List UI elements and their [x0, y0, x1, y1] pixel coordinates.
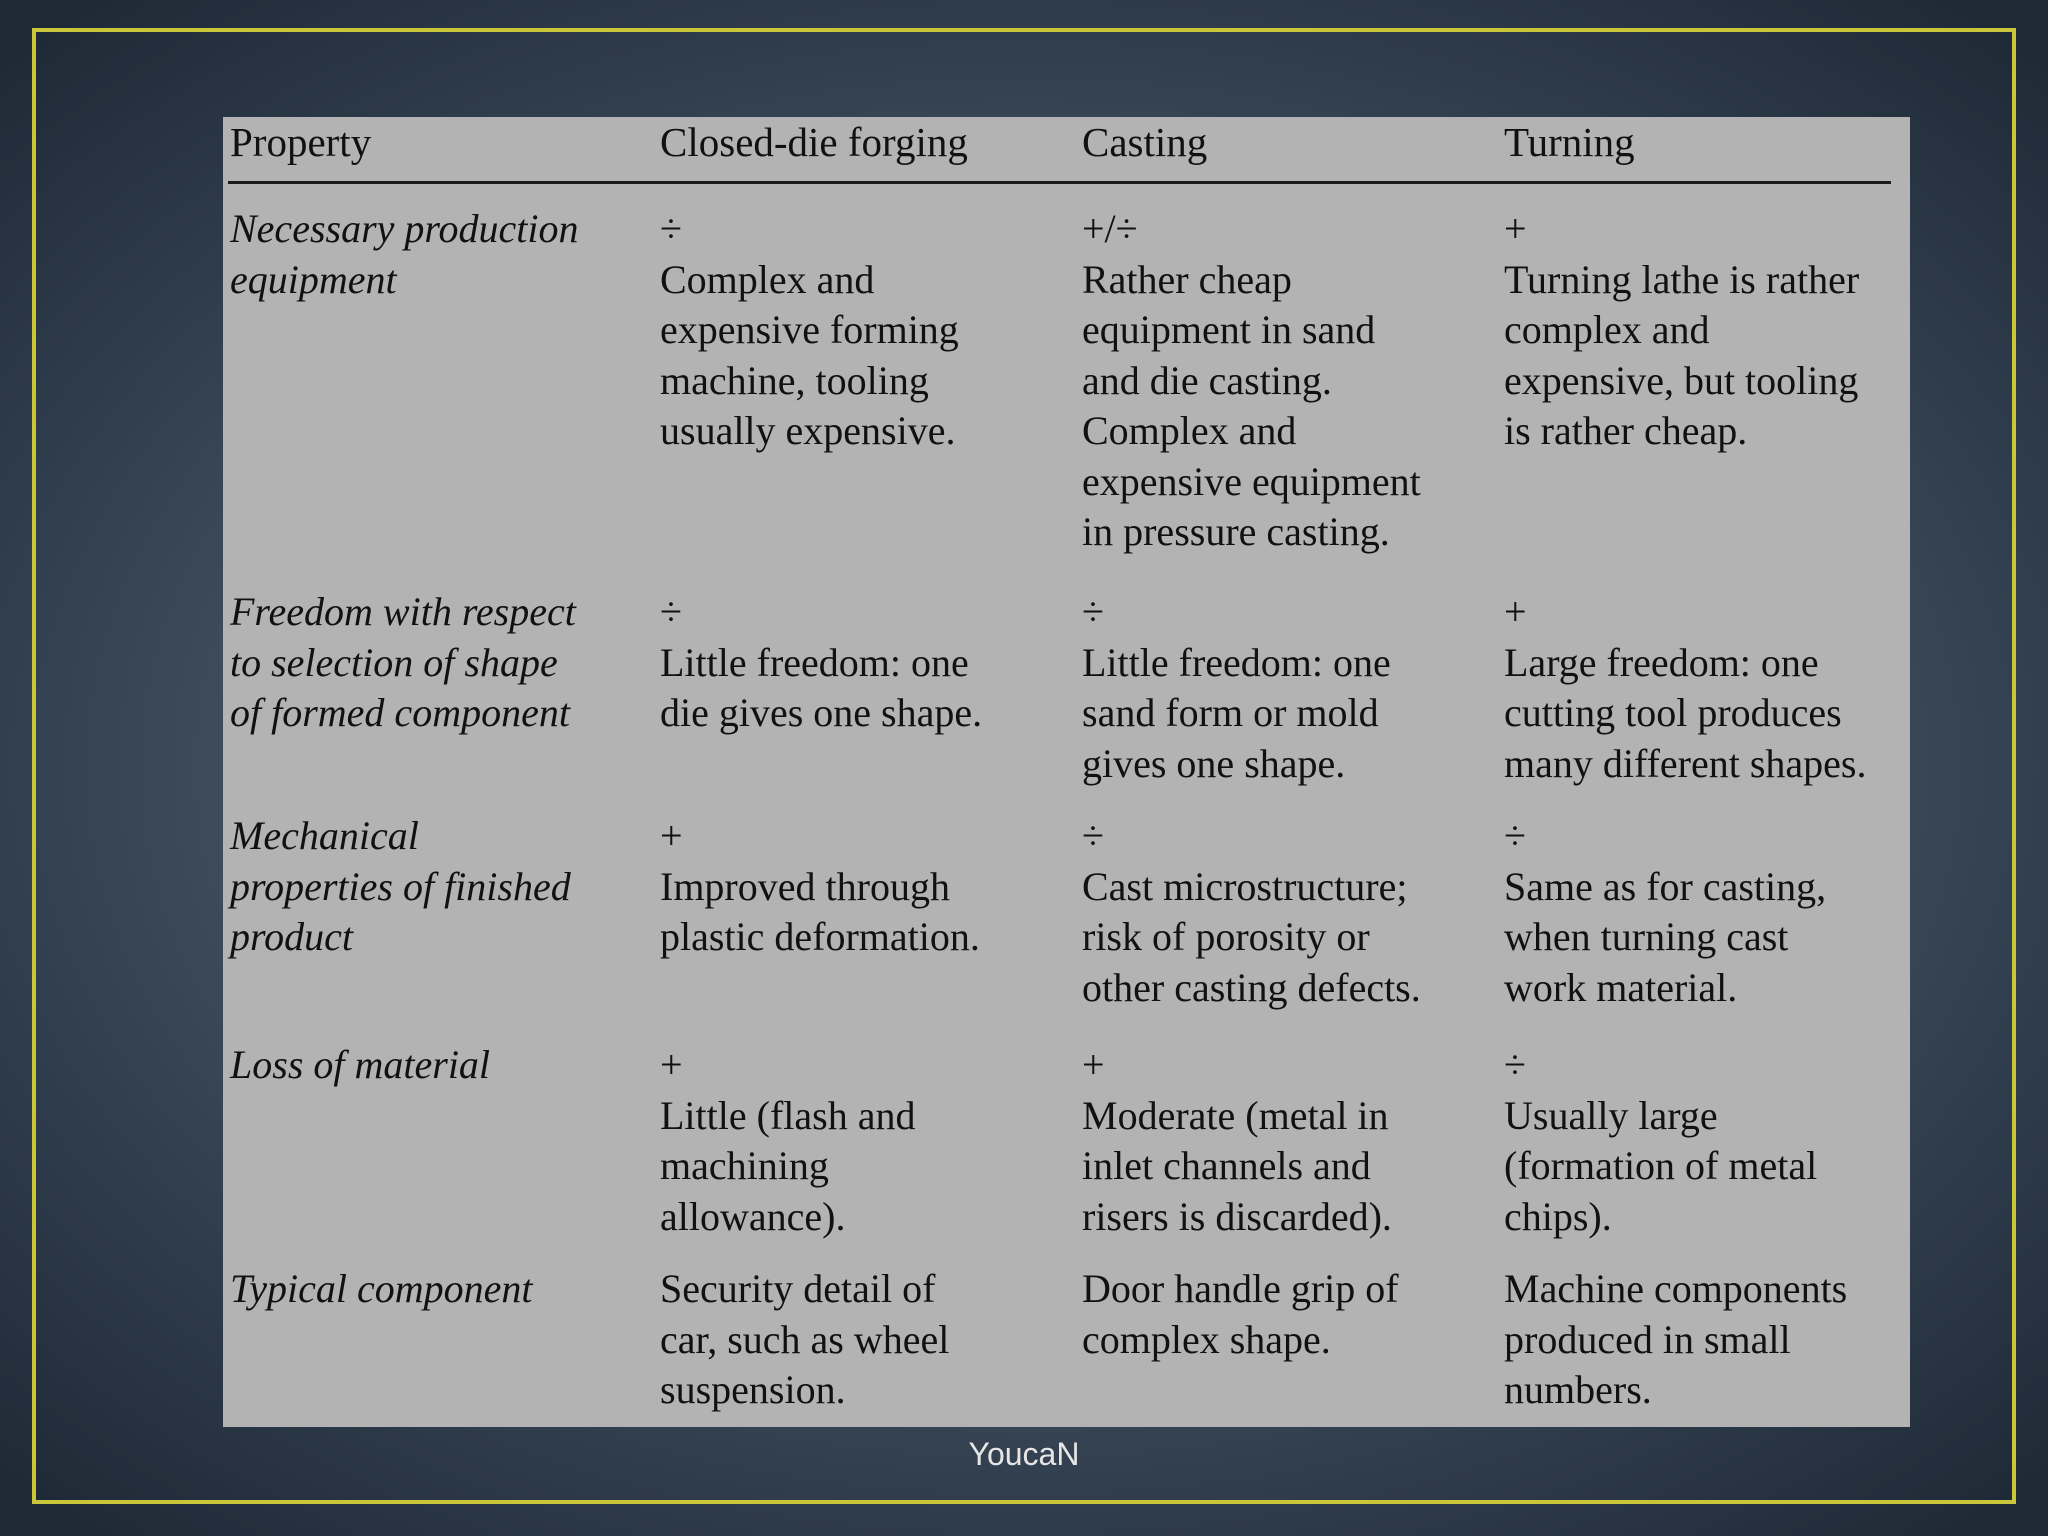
comparison-table: [223, 117, 1910, 1427]
cell-line: inlet channels and: [1082, 1143, 1371, 1188]
cell-forging-typical-component: [660, 1264, 949, 1416]
cell-line: complex shape.: [1082, 1316, 1331, 1362]
row-label-freedom-of-shape: [230, 587, 576, 739]
cell-line: machining: [660, 1143, 829, 1188]
cell-line: and die casting.: [1082, 357, 1332, 403]
rating-symbol: ÷: [1504, 813, 1526, 858]
row-label-typical-component: [230, 1264, 533, 1315]
cell-line: Moderate (metal in: [1082, 1092, 1389, 1138]
cell-casting-freedom-of-shape: [1082, 587, 1391, 789]
cell-turning-mechanical-properties: [1504, 811, 1826, 1013]
cell-line: when turning cast: [1504, 914, 1789, 959]
cell-forging-freedom-of-shape: [660, 587, 982, 739]
cell-line: car, such as wheel: [660, 1316, 950, 1362]
header-closed-die-forging: Closed-die forging: [660, 119, 968, 165]
cell-line: Usually large: [1504, 1092, 1718, 1138]
cell-line: Large freedom: one: [1504, 639, 1819, 685]
cell-line: complex and: [1504, 307, 1710, 352]
cell-line: Little freedom: one: [660, 639, 969, 685]
cell-casting-typical-component: [1082, 1264, 1399, 1365]
row-label-mechanical-properties: [230, 811, 571, 963]
cell-line: Complex and: [660, 256, 875, 302]
cell-line: Turning lathe is rather: [1504, 256, 1860, 302]
rating-symbol: ÷: [1082, 589, 1104, 634]
rating-symbol: +/÷: [1082, 206, 1138, 251]
header-divider: [228, 181, 1891, 184]
cell-line: risk of porosity or: [1082, 914, 1370, 959]
slide-frame: [32, 28, 2016, 1504]
cell-turning-loss-of-material: [1504, 1040, 1817, 1242]
cell-line: allowance).: [660, 1193, 846, 1239]
cell-line: many different shapes.: [1504, 740, 1867, 786]
cell-line: numbers.: [1504, 1367, 1652, 1412]
cell-line: sand form or mold: [1082, 690, 1379, 735]
rating-symbol: ÷: [660, 589, 682, 634]
cell-line: work material.: [1504, 964, 1738, 1010]
cell-line: expensive forming: [660, 307, 959, 352]
cell-line: gives one shape.: [1082, 740, 1346, 786]
cell-line: is rather cheap.: [1504, 408, 1748, 453]
cell-line: Cast microstructure;: [1082, 863, 1408, 909]
row-label-line: Freedom with respect: [230, 589, 576, 634]
watermark-text: YoucaN: [968, 1436, 1080, 1472]
cell-line: Same as for casting,: [1504, 863, 1827, 909]
rating-symbol: +: [1504, 206, 1527, 251]
row-label-line: to selection of shape: [230, 639, 558, 685]
rating-symbol: ÷: [660, 206, 682, 251]
cell-turning-typical-component: [1504, 1264, 1847, 1416]
rating-symbol: +: [660, 1042, 683, 1087]
row-label-line: Mechanical: [230, 813, 419, 858]
cell-line: Rather cheap: [1082, 256, 1292, 302]
cell-line: (formation of metal: [1504, 1143, 1818, 1188]
table-header-row: [223, 117, 1910, 183]
row-label-loss-of-material: [230, 1040, 490, 1091]
cell-line: usually expensive.: [660, 408, 956, 453]
row-label-line: Loss of material: [230, 1042, 491, 1087]
cell-line: Door handle grip of: [1082, 1266, 1399, 1311]
cell-line: cutting tool produces: [1504, 690, 1842, 735]
cell-line: Little (flash and: [660, 1092, 916, 1138]
row-label-line: Necessary production: [230, 206, 579, 251]
header-casting: Casting: [1082, 119, 1208, 165]
rating-symbol: ÷: [1504, 1042, 1526, 1087]
row-label-line: product: [230, 914, 353, 959]
rating-symbol: +: [660, 813, 683, 858]
cell-line: machine, tooling: [660, 357, 929, 403]
cell-line: in pressure casting.: [1082, 509, 1390, 554]
cell-casting-mechanical-properties: [1082, 811, 1421, 1013]
row-label-production-equipment: [230, 204, 578, 305]
header-property: Property: [230, 119, 372, 165]
cell-casting-production-equipment: [1082, 204, 1421, 558]
cell-line: equipment in sand: [1082, 307, 1376, 352]
cell-line: Improved through: [660, 863, 950, 909]
row-label-line: equipment: [230, 256, 397, 302]
rating-symbol: ÷: [1082, 813, 1104, 858]
cell-turning-freedom-of-shape: [1504, 587, 1866, 789]
cell-line: other casting defects.: [1082, 964, 1421, 1010]
cell-line: produced in small: [1504, 1316, 1791, 1362]
cell-line: die gives one shape.: [660, 690, 983, 735]
cell-line: risers is discarded).: [1082, 1193, 1392, 1239]
cell-forging-production-equipment: [660, 204, 959, 457]
cell-casting-loss-of-material: [1082, 1040, 1392, 1242]
cell-line: Complex and: [1082, 408, 1297, 453]
cell-forging-mechanical-properties: [660, 811, 980, 963]
cell-line: Little freedom: one: [1082, 639, 1391, 685]
cell-line: expensive, but tooling: [1504, 357, 1859, 403]
header-turning: Turning: [1504, 119, 1635, 165]
rating-symbol: +: [1082, 1042, 1105, 1087]
row-label-line: Typical component: [230, 1266, 533, 1311]
cell-line: expensive equipment: [1082, 458, 1421, 504]
cell-line: Security detail of: [660, 1266, 936, 1311]
cell-line: Machine components: [1504, 1266, 1848, 1311]
cell-line: suspension.: [660, 1367, 846, 1412]
cell-line: chips).: [1504, 1193, 1612, 1239]
cell-line: plastic deformation.: [660, 914, 980, 959]
row-label-line: properties of finished: [230, 863, 571, 909]
cell-turning-production-equipment: [1504, 204, 1859, 457]
cell-forging-loss-of-material: [660, 1040, 915, 1242]
row-label-line: of formed component: [230, 690, 570, 735]
rating-symbol: +: [1504, 589, 1527, 634]
